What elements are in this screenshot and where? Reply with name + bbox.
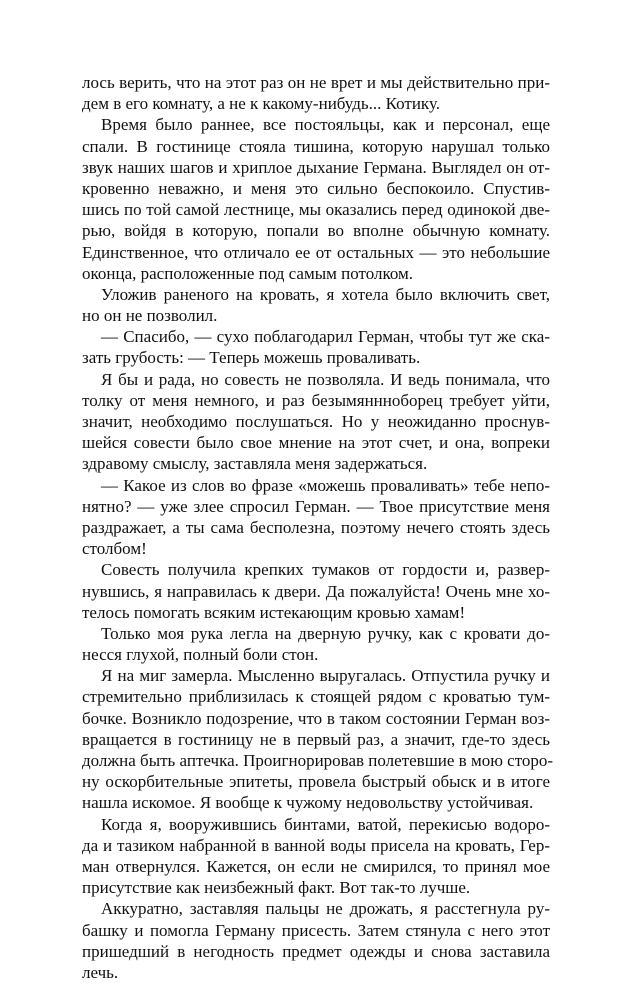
paragraph [82, 72, 550, 114]
text-line: да и тазиком набранной в ванной воды присела на кровать, Гер- [82, 835, 550, 855]
text-line: столбом! [82, 539, 147, 559]
text-line: несся глухой, полный боли стон. [82, 645, 319, 665]
text-line: Время было раннее, все постояльцы, как и персонал, еще [101, 115, 550, 135]
text-line: — Какое из слов во фразе «можешь проваливать» тебе непо- [101, 475, 550, 495]
text-line: лечь. [82, 962, 119, 982]
text-line: телось помогать всяким истекающим кровью хамам! [82, 602, 466, 622]
paragraph [82, 623, 550, 665]
text-line: Аккуратно, заставляя пальцы не дрожать, я расстегнула ру- [101, 899, 550, 919]
paragraph [82, 326, 550, 368]
paragraph [82, 284, 550, 326]
text-line: Когда я, вооружившись бинтами, ватой, перекисью водоро- [101, 814, 550, 834]
text-line: должна быть аптечка. Проигнорировав полетевшие в мою сторо- [82, 751, 554, 770]
paragraph [82, 369, 550, 475]
text-line: зать грубость: — Теперь можешь проваливать. [82, 348, 421, 368]
text-line: дем в его комнату, а не к какому-нибудь... Котику. [82, 94, 440, 114]
text-line: толку от меня немного, и раз безымяннноборец требует уйти, [82, 390, 550, 410]
text-line: нятно? — уже злее спросил Герман. — Твое присутствие меня [82, 496, 550, 516]
paragraph [82, 665, 554, 813]
text-line: ну оскорбительные эпитеты, провела быстрый обыск и в итоге [82, 772, 550, 792]
book-page [82, 72, 554, 983]
text-line: вращается в гостиницу не в первый раз, а значит, где-то здесь [82, 729, 550, 749]
text-line: Уложив раненого на кровать, я хотела было включить свет, [101, 284, 550, 304]
text-line: нашла искомое. Я вообще к чужому недовольству устойчивая. [82, 793, 534, 813]
text-line: пришедший в негодность предмет одежды и снова заставила [82, 941, 550, 961]
text-line: спали. В гостинице стояла тишина, которую нарушал только [82, 136, 550, 156]
text-line: оконца, расположенные под самым потолком. [82, 263, 414, 283]
text-line: стремительно приблизилась к стоящей рядом с кроватью тум- [82, 687, 550, 707]
text-line: — Спасибо, — сухо поблагодарил Герман, чтобы тут же ска- [101, 327, 550, 347]
text-line: башку и помогла Герману присесть. Затем стянула с него этот [82, 920, 550, 940]
text-line: Только моя рука легла на дверную ручку, как с кровати до- [101, 623, 550, 643]
text-line: звук наших шагов и хриплое дыхание Германа. Выглядел он от- [82, 157, 550, 177]
text-line: шись по той самой лестнице, мы оказались перед одинокой две- [82, 200, 550, 220]
text-line: но он не позволил. [82, 306, 218, 326]
paragraph [82, 475, 550, 560]
paragraph [82, 114, 550, 284]
paragraph [82, 559, 550, 623]
text-line: шейся совести было свое мнение на этот счет, и она, вопреки [82, 433, 550, 453]
text-line: бочке. Возникло подозрение, что в таком состоянии Герман воз- [82, 708, 550, 728]
text-line: значит, необходимо послушаться. Но у неожиданно проснув- [82, 412, 550, 431]
text-line: кровенно неважно, и меня это сильно беспокоило. Спустив- [82, 178, 550, 198]
text-line: Совесть получила крепких тумаков от гордости и, развер- [101, 560, 550, 580]
text-line: лось верить, что на этот раз он не врет и мы действительно при- [82, 73, 550, 92]
text-line: раздражает, а ты сама бесполезна, поэтому нечего стоять здесь [82, 517, 550, 537]
text-line: Я на миг замерла. Мысленно выругалась. Отпустила ручку и [101, 666, 550, 686]
text-line: Я бы и рада, но совесть не позволяла. И ведь понимала, что [101, 369, 550, 389]
paragraph [82, 898, 550, 983]
paragraph [82, 814, 550, 899]
text-line: нувшись, я направилась к двери. Да пожалуйста! Очень мне хо- [82, 581, 550, 601]
text-line: здравому смыслу, заставляла меня задержаться. [82, 454, 428, 474]
text-line: Единственное, что отличало ее от остальных — это небольшие [82, 242, 550, 262]
text-line: ман отвернулся. Кажется, он если не смирился, то принял мое [82, 856, 550, 876]
text-line: рью, войдя в которую, попали во вполне обычную комнату. [82, 221, 550, 241]
text-line: присутствие как неизбежный факт. Вот так-то лучше. [82, 878, 471, 898]
